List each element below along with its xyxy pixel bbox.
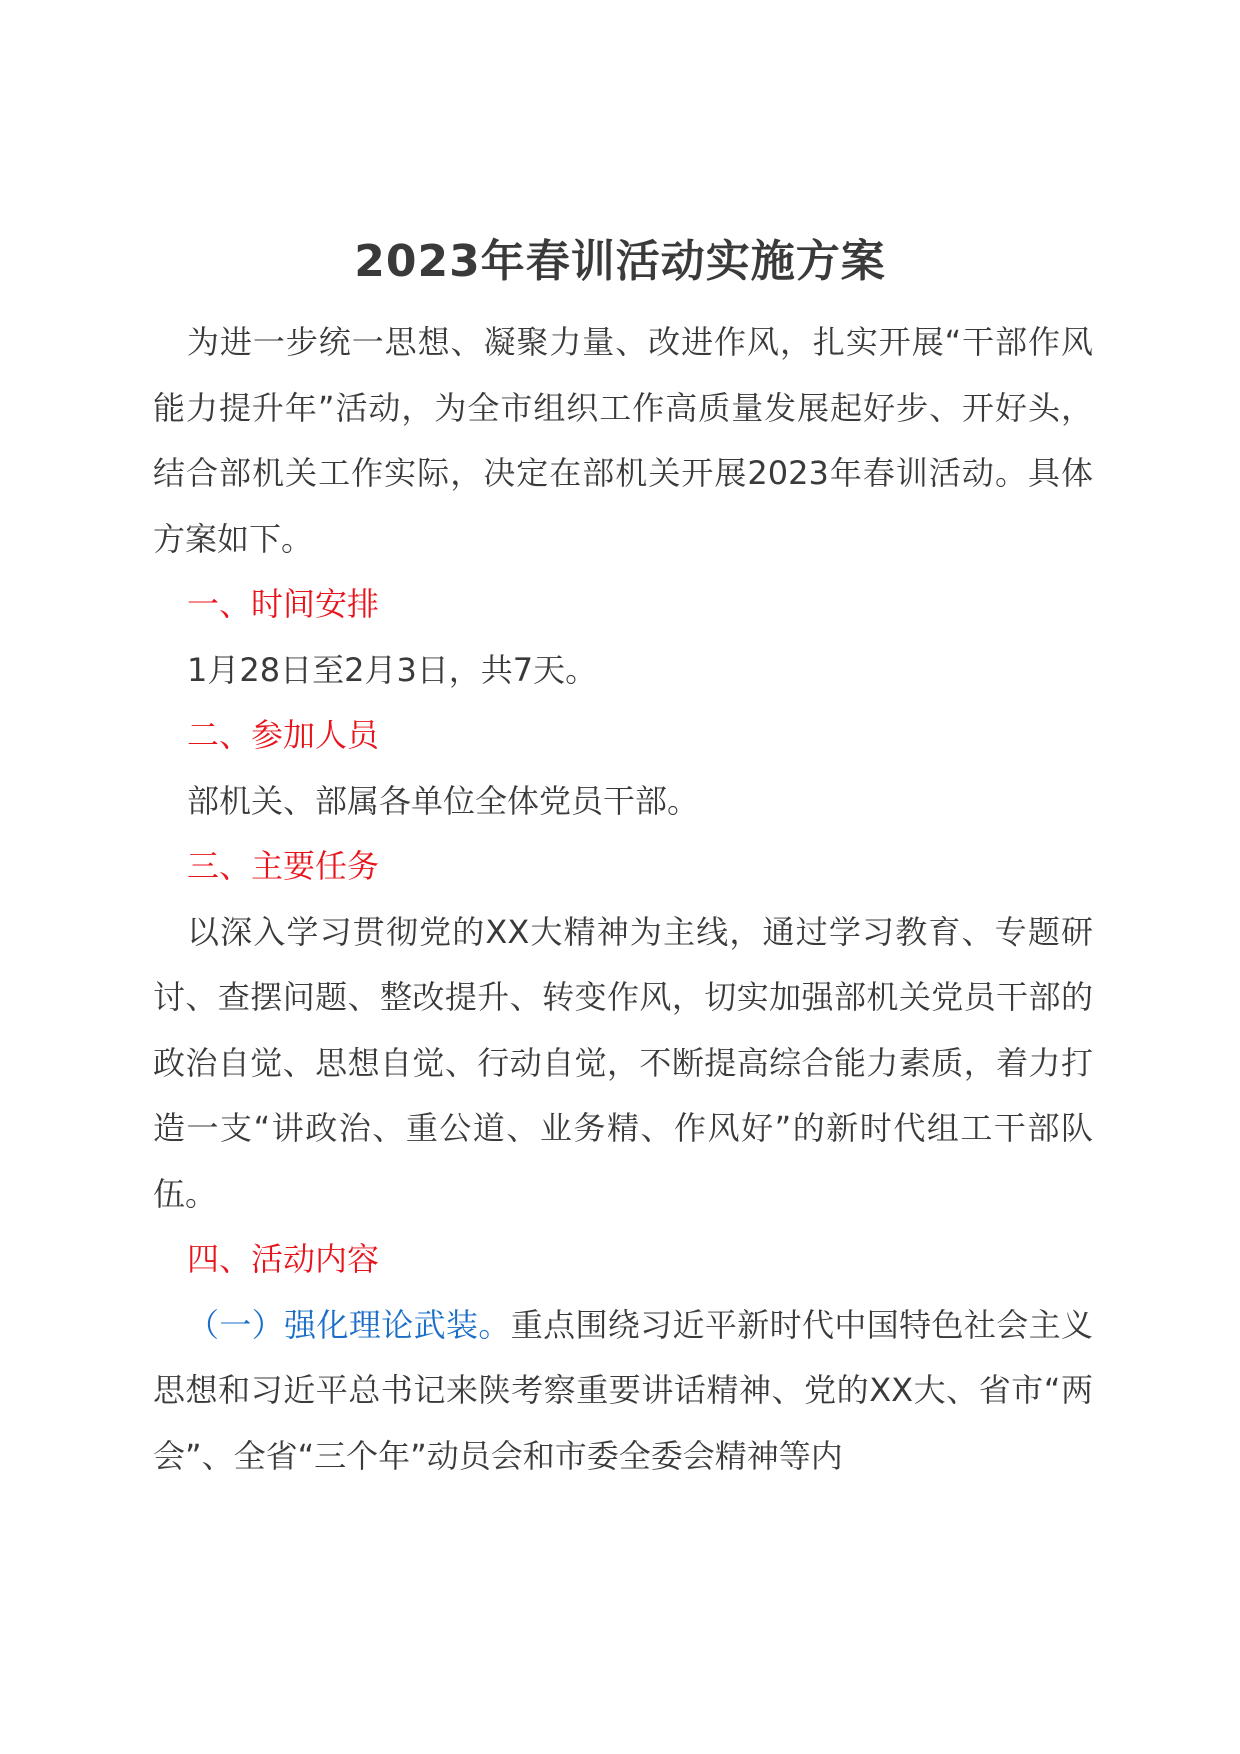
intro-paragraph: 为进一步统一思想、凝聚力量、改进作风，扎实开展“干部作风能力提升年”活动，为全市组织工作高质量发展起好步、开好头，结合部机关工作实际，决定在部机关开展2023年春训活动。具体方案如下。 (153, 323, 1093, 558)
sub-content-theory: 重点围绕习近平新时代中国特色社会主义思想和习近平总书记来陕考察重要讲话精神、党的XX大、省市“两会”、全省“三个年”动员会和市委全委会精神等内 (153, 1305, 1093, 1475)
section-heading-activities: 四、活动内容 (187, 1240, 380, 1278)
document-title: 2023年春训活动实施方案 (354, 236, 886, 287)
section-content-participants: 部机关、部属各单位全体党员干部。 (187, 781, 700, 820)
document-body (153, 310, 1093, 1489)
section-heading-tasks: 三、主要任务 (187, 847, 380, 885)
section-content-tasks: 以深入学习贯彻党的XX大精神为主线，通过学习教育、专题研讨、查摆问题、整改提升、转变作风，切实加强部机关党员干部的政治自觉、思想自觉、行动自觉，不断提高综合能力素质，着力打造一支“讲政治、重公道、业务精、作风好”的新时代组工干部队伍。 (153, 912, 1093, 1213)
section-content-time: 1月28日至2月3日，共7天。 (187, 650, 598, 689)
sub-heading-theory: （一）强化理论武装。 (187, 1305, 511, 1344)
section-heading-time: 一、时间安排 (187, 585, 380, 623)
section-heading-participants: 二、参加人员 (187, 716, 380, 754)
section-content-activities (153, 1293, 1093, 1490)
